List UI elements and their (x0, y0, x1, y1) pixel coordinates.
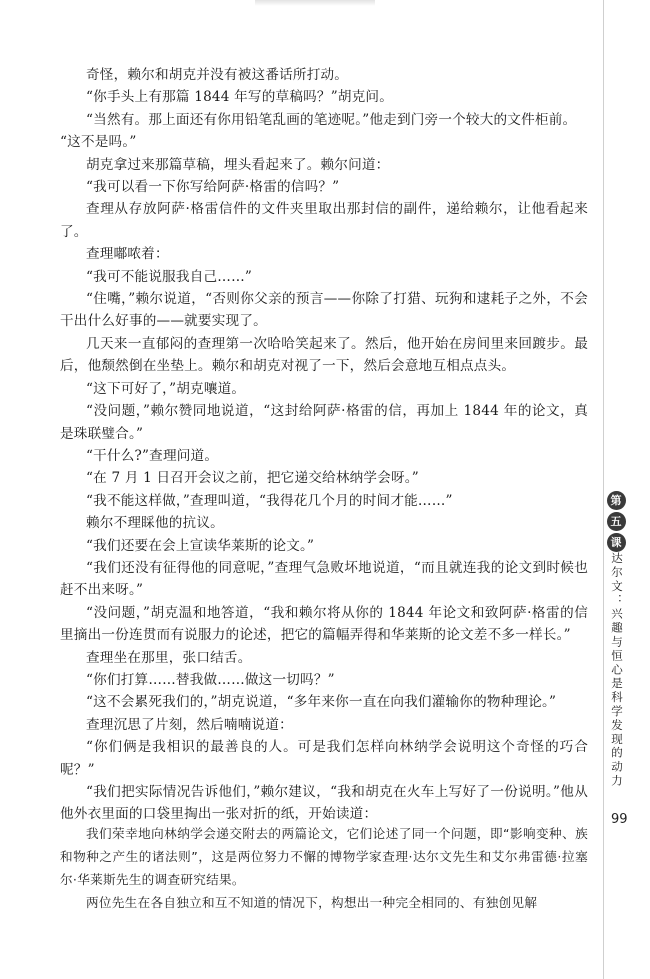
paragraph: 胡克拿过来那篇草稿，埋头看起来了。赖尔问道： (86, 156, 390, 173)
quoted-letter (60, 822, 588, 914)
paragraph: 查理坐在那里，张口结舌。 (86, 649, 252, 666)
paragraph: “当然有。那上面还有你用铅笔乱画的笔迹呢。”他走到门旁一个较大的文件柜前。 (86, 111, 577, 128)
paragraph: “我们还要在会上宣读华莱斯的论文。” (86, 537, 315, 554)
paragraph: 查理嘟哝着： (86, 246, 169, 263)
lesson-title: 达尔文：兴趣与恒心是科学发现的动力 (610, 552, 624, 789)
lesson-char-2: 五 (607, 512, 626, 531)
paragraph: “干什么?”查理问道。 (86, 447, 219, 464)
paragraph: 几天来一直郁闷的查理第一次哈哈笑起来了。然后，他开始在房间里来回踱步。最后，他颓然倒在坐垫上。赖尔和胡克对视了一下，然后会意地互相点点头。 (60, 335, 588, 375)
lesson-char-3: 课 (607, 533, 626, 552)
lesson-char-1: 第 (607, 491, 626, 510)
scan-smudge (255, 0, 375, 6)
paragraph: 奇怪，赖尔和胡克并没有被这番话所打动。 (86, 67, 349, 83)
paragraph: “我可不能说服我自己……” (86, 268, 253, 285)
paragraph: “在 7 月 1 日召开会议之前，把它递交给林纳学会呀。” (86, 470, 419, 487)
lesson-badge (605, 491, 627, 554)
paragraph: “这不会累死我们的，”胡克说道，“多年来你一直在向我们灌输你的物种理论。” (86, 694, 557, 711)
paragraph: “你手头上有那篇 1844 年写的草稿吗？”胡克问。 (86, 89, 394, 106)
main-text (60, 64, 588, 826)
paragraph: 查理沉思了片刻，然后喃喃说道： (86, 716, 293, 733)
paragraph: “我们还没有征得他的同意呢，”查理气急败坏地说道，“而且就连我的论文到时候也赶不出来呀。” (60, 559, 588, 599)
paragraph: “这下可好了，”胡克嚷道。 (86, 380, 246, 397)
letter-paragraph: 我们荣幸地向林纳学会递交附去的两篇论文，它们论述了同一个问题，即“影响变种、族和物种之产生的诸法则”，这是两位努力不懈的博物学家查理·达尔文先生和艾尔弗雷德·拉塞尔·华莱斯先生的调查研究结果。 (60, 826, 588, 887)
paragraph: “我们把实际情况告诉他们，”赖尔建议，“我和胡克在火车上写好了一份说明。”他从他外衣里面的口袋里掏出一张对折的纸，开始读道： (60, 784, 588, 823)
paragraph: “没问题，”胡克温和地答道，“我和赖尔将从你的 1844 年论文和致阿萨·格雷的信里摘出一份连贯而有说服力的论述，把它的篇幅弄得和华莱斯的论文差不多一样长。” (60, 604, 588, 644)
paragraph: 查理从存放阿萨·格雷信件的文件夹里取出那封信的副件，递给赖尔，让他看起来了。 (60, 201, 588, 240)
page-number: 99 (611, 812, 628, 827)
paragraph: “我不能这样做，”查理叫道，“我得花几个月的时间才能……” (86, 492, 453, 509)
paragraph: “你们打算……替我做……做这一切吗？” (86, 671, 335, 688)
letter-paragraph: 两位先生在各自独立和互不知道的情况下，构想出一种完全相同的、有独创见解 (86, 895, 538, 910)
paragraph: “住嘴，”赖尔说道，“否则你父亲的预言——你除了打猎、玩狗和逮耗子之外，不会干出什么好事的——就要实现了。 (60, 291, 588, 330)
paragraph: 赖尔不理睬他的抗议。 (86, 515, 224, 532)
paragraph: “这不是吗。” (60, 134, 137, 151)
paragraph: “你们俩是我相识的最善良的人。可是我们怎样向林纳学会说明这个奇怪的巧合呢？” (60, 739, 588, 778)
paragraph: “我可以看一下你写给阿萨·格雷的信吗？” (86, 179, 340, 196)
margin-divider (603, 0, 604, 979)
paragraph: “没问题，”赖尔赞同地说道，“这封给阿萨·格雷的信，再加上 1844 年的论文，真是珠联璧合。” (60, 403, 588, 442)
